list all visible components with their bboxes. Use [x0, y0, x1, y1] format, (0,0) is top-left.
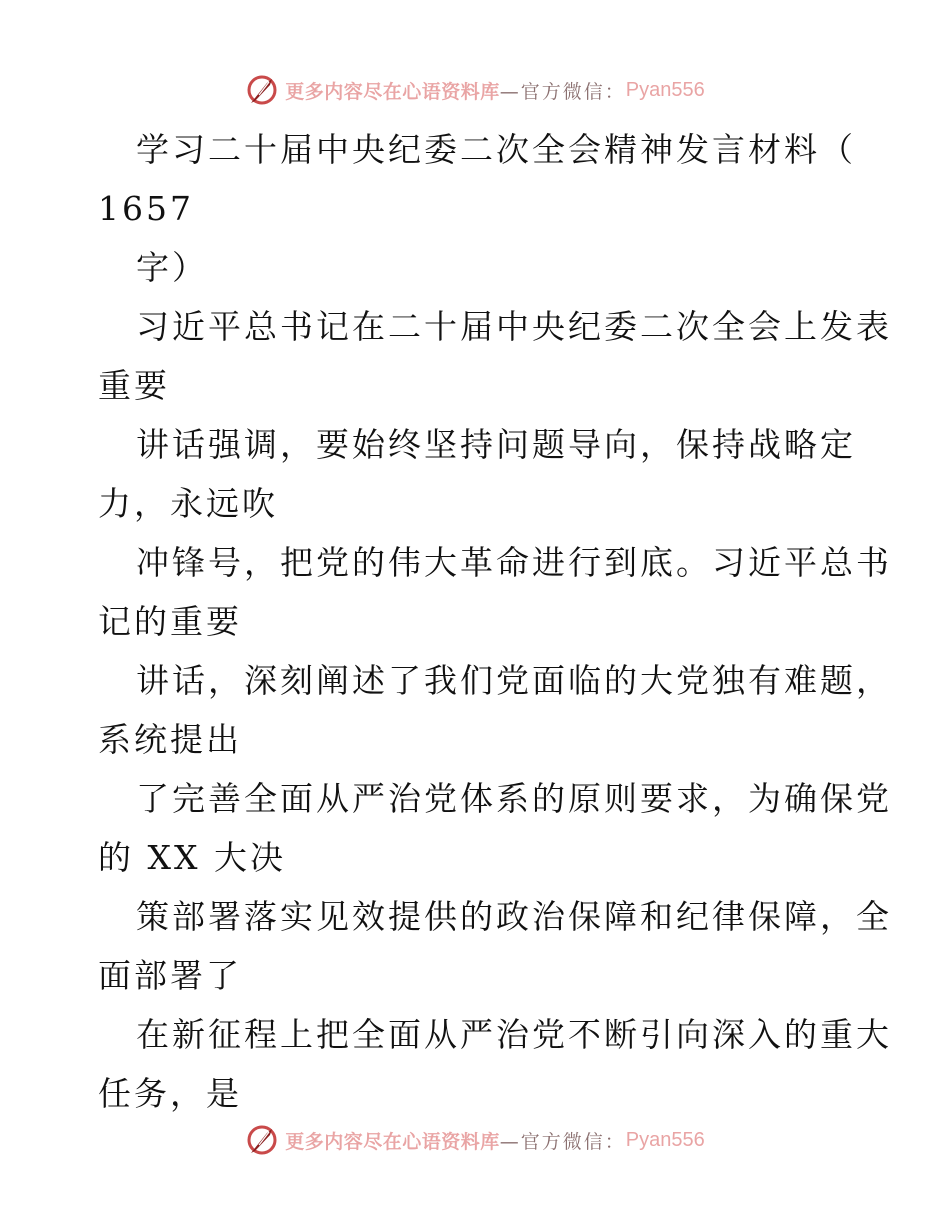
document-line: 习近平总书记在二十届中央纪委二次全会上发表: [136, 307, 892, 346]
footer-watermark: [0, 1120, 950, 1160]
watermark-id-text: Pyan556: [625, 1128, 705, 1151]
document-line: 力，永远吹: [98, 484, 278, 523]
header-watermark: [0, 70, 950, 110]
document-line: 面部署了: [98, 956, 242, 995]
document-line: 字）: [136, 248, 208, 287]
document-line: 任务，是: [98, 1074, 242, 1113]
watermark-main-text: 更多内容尽在心语资料库: [285, 1130, 500, 1153]
document-line: 系统提出: [98, 720, 242, 759]
document-line: 在新征程上把全面从严治党不断引向深入的重大: [136, 1015, 892, 1054]
document-line: 冲锋号，把党的伟大革命进行到底。习近平总书: [136, 543, 892, 582]
document-line: 学习二十届中央纪委二次全会精神发言材料（: [136, 130, 856, 169]
document-line: 讲话，深刻阐述了我们党面临的大党独有难题，: [136, 661, 892, 700]
document-line: 1657: [98, 189, 194, 228]
document-line: 重要: [98, 366, 170, 405]
watermark-main-text: 更多内容尽在心语资料库: [285, 80, 500, 103]
document-body: [98, 120, 892, 1123]
document-line: 了完善全面从严治党体系的原则要求，为确保党: [136, 779, 892, 818]
document-line: 讲话强调，要始终坚持问题导向，保持战略定: [136, 425, 856, 464]
quill-pen-logo-icon: [245, 1123, 279, 1157]
watermark-dash-text: —官方微信：: [499, 80, 626, 103]
watermark-dash-text: —官方微信：: [499, 1130, 626, 1153]
watermark-id-text: Pyan556: [625, 78, 705, 101]
document-line: 记的重要: [98, 602, 242, 641]
document-line: 的 XX 大决: [98, 838, 286, 877]
quill-pen-logo-icon: [245, 73, 279, 107]
document-line: 策部署落实见效提供的政治保障和纪律保障，全: [136, 897, 892, 936]
